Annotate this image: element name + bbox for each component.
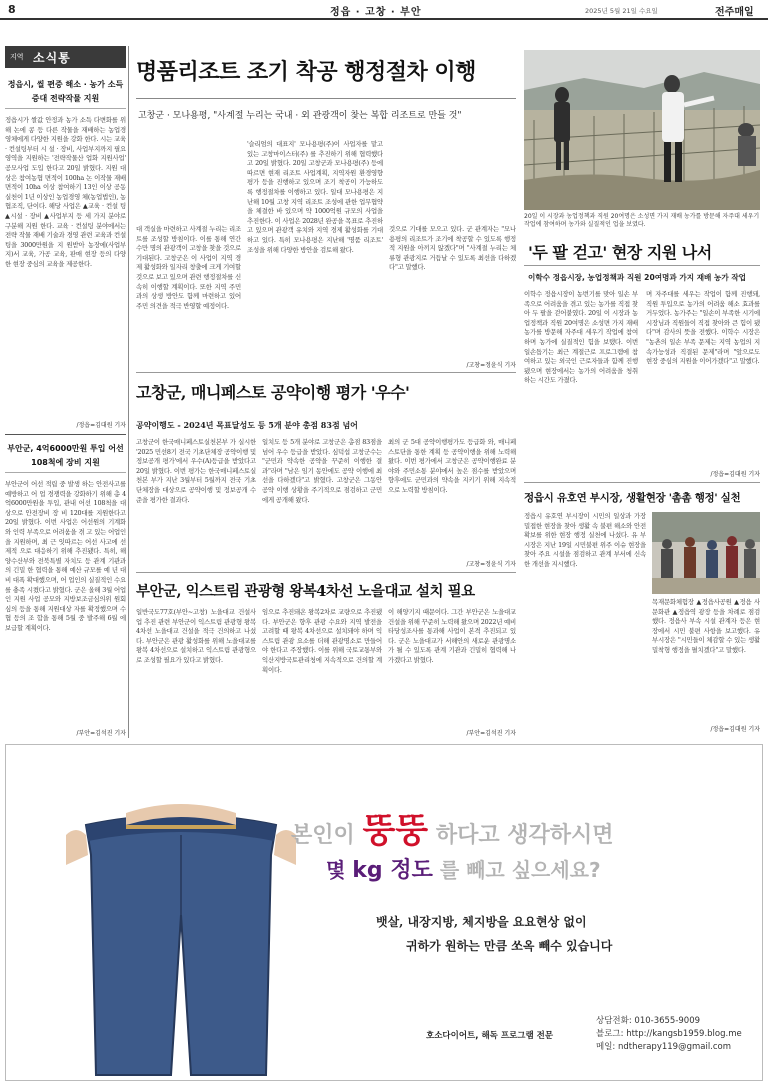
ad-contact [596,1015,761,1054]
ad-line-1 [291,803,761,852]
divider [5,434,126,435]
section-title: 정읍 · 고창 · 부안 [330,7,422,18]
brief-byline-2: /부안=김석진 기자 [76,730,126,737]
volunteers-photo [652,512,760,594]
right-story-col-2: 며 자주대를 세우는 작업이 함께 진행돼, 직원 투입으로 농가의 어려움 해소 효과를 거두었다. 농가주는 "일손이 부족한 시기에 시장님과 직원들이 직접 찾아와 큰 힘이 됐다"며 감사의 뜻을 전했다. 이학수 시장은 "농촌의 일손 부족 문제는 지역 농업의 지속가능성과 직결된 문제"라며 "앞으로도 현장 중심의 지원을 이어가겠다"고 말했다. [646,290,760,366]
lead-col-2: 대 객실을 마련하고 사계절 누리는 리조트를 조성할 방침이다. 이를 통해 연간 수만 명의 관광객이 고창을 찾을 것으로 기대된다. 고창군은 이 사업이 지역 경제 활성화와 일자리 창출에 크게 기여할 것으로 보고 있으며 관련 행정절차를 신속히 이행할 계획이다. 또한 지역 주민과의 상생 방안도 함께 마련하고 있어 주민 의견을 적극 반영할 예정이다. [136,225,241,310]
ad-line-3: 뱃살, 내장지방, 체지방을 요요현상 없이 [376,915,587,929]
lower-mid-headline: 고창군, 매니페스토 공약이행 평가 '우수' [136,383,410,402]
ad-blog: 블로그: http://kangsb1959.blog.me [596,1029,742,1039]
divider [136,372,516,373]
lower-right-headline: 정읍시 유호연 부시장, 생활현장 '촘촘 행정' 실천 [524,492,741,504]
brief-body-2: 부안군이 어선 적립 중 발생 하는 안전사고를 예방하고 어 업 경쟁력을 강화하기 위해 총 4억6000만원을 투입, 관내 어선 108척을 대상으로 안전장비 장 비 120대를 지원한다고 20일 밝혔다. 이번 사업은 어선원의 기계화 와 인력 부족으로 어려움을 겪 고 있는 어업인을 지원하며, 최 근 잇따르는 어선 사고에 선제적 으로 대응하기 위해 추진됐다. 특히, 해양수산부와 전북특별 자치도 등 관계 기관과의 긴밀 한 협력을 통해 예산 규모를 예 년 대비 대폭 확대했으며, 어 업인의 실질적인 수요를 충족 시켰다고 밝혔다. 군은 올해 3월 어업인 지원 사업 공모와 지방보조금심의위 원회 심의 등을 통해 지원대상 자를 확정했으며 수협 등의 조 합을 통해 5월 중 발주해 6월 에 보급할 계획이다. [5,480,126,632]
lead-headline: 명품리조트 조기 착공 행정절차 이행 [136,60,476,85]
volunteers-photo-image [652,512,760,594]
brief-tag: 지역 [10,53,24,61]
jeans-illustration [66,795,296,1081]
ad-line-2-a: 몇 [326,858,346,882]
divider [136,572,516,573]
lead-col-3: 것으로 기대를 모으고 있다. 군 관계자는 "모나용평의 리조트가 조기에 착공할 수 있도록 행정적 지원을 아끼지 않겠다"며 "사계절 누리는 체류형 관광지로 거듭날 수 있도록 최선을 다하겠다"고 말했다. [389,225,516,272]
brief-body-1: 정읍시가 쌀값 안정과 농가 소득 다변화를 위해 논에 콩 등 다른 작물을 재배하는 농업경 영체에게 다양한 지원을 강화 한다. 시는 교육 · 컨설팅부터 시 설 · 장비, 사업부지까지 필요 영역을 지원하는 '전략작물산 업화 지원사업' 공모사업 도입 한다고 20일 밝혔다. 지원 대상은 참여농협 면적이 100ha 논 이작물 재배면적이 10ha 이상 참여하기 13인 이상 공동 실천이 1년 이상인 농업경영 체(농업법인), 농협조직, 단이다. 해당 사업은 ▲교육 · 컨설 팅 ▲시설 · 장비 ▲사업부지 등 세 가지 분야로 구분해 지원 한다. 교육 · 컨설팅 분야에서는 전략 작물 재배 기술과 경영 관련 교육과 컨설팅을 3000만원을 지 원받아 농장에(사업부지)서 교육, 가공 교육, 판매 현장 등의 다양 한 현장 중심의 교육을 제공한다. [5,116,126,268]
lower-mid-byline: /고창=정윤식 기자 [466,561,516,568]
divider [5,108,126,109]
bottom-story-headline: 부안군, 익스트림 관광형 왕복4차선 노을대교 설치 필요 [136,583,475,600]
brief-name: 소식통 [33,51,71,65]
bottom-story-col-1: 일반국도77호(부안~고창) 노을대교 건설사업 추진 관련 부안군이 익스트림 관광형 왕복 4차선 노을대교 건설을 적극 건의하고 나섰다. 부안군은 관광 활성화를 위해 노을대교를 왕복 4차선으로 설치하고 익스트림 관광형으로 조성할 필요가 있다고 밝혔다. [136,608,256,664]
ad-line-2-c: 를 빼고 싶으세요? [439,858,601,882]
lower-right-col-1: 정읍시 유호연 부시장이 시민의 일상과 가장 밀접한 현장을 찾아 생활 속 불편 해소와 안전 확보를 위한 현장 행정 실천에 나섰다. 유 부시장은 지난 19일 시민불편 위주 이슈 현장을 찾아 주요 시설을 점검하고 관계 부서에 신속한 개선을 지시했다. [524,512,646,568]
lead-byline: /고창=정윤식 기자 [466,362,516,369]
lower-mid-col-1: 고창군이 한국매니페스토실천본부 가 실시한 '2025 민선8기 전국 기초단체장 공약이행 및 정보공개 평가'에서 우수(A)등급을 받았다고 20일 밝혔다. 이번 평가는 한국매니페스토실천본 부가 지난 3월부터 5월까지 전국 기초단체장을 대상으로 공약이행 및 정보공개 수준을 평가한 결과다. [136,438,256,504]
brief-headline-1: 정읍시, 씰 편중 해소 · 농가 소득 증대 전략작물 지원 [7,80,124,103]
paper-name: 전주매일 [715,7,754,18]
right-story-subtitle: 이학수 정읍시장, 농업정책과 직원 20여명과 가지 재배 농가 작업 [528,273,746,282]
photo-caption: 20일 이 시장과 농업정책과 직원 20여명은 소성면 가지 재배 농가를 방문해 자주대 세우기 작업에 참여하며 농가와 실질적인 업을 보였다. [524,213,760,229]
lead-col-1: '슬리엄의 대표지' 모나용평(주)이 사업자를 맡고 있는 고창마이스터(주) 를 추진하기 위해 협력했다고 20일 밝혔다. 20일 고창군과 모나용평(주) 등에 따르면 현재 리조트 사업계획, 지역자원 환경영향평가 등을 진행하고 있으며 조기 착공이 가능하도록 행정절차를 이행하고 있다. 일대 모나용평은 지난해 10월 고창 지역 리조트 조성에 관한 업무협약을 체결한 바 있으며 약 1000억원 규모의 사업을 추진한다. 이 사업은 2028년 완공을 목표로 추진하고 있으며 관광객 유치와 지역 경제 활성화를 기대하고 있다. 특히 모나용평은 지난해 '명품 리조트' 조성을 위해 다양한 방안을 검토해 왔다. [247,140,383,254]
column-divider [128,46,129,738]
brief-headline-2: 부안군, 4억6000만원 투입 어선 108척에 장비 지원 [7,444,124,467]
farm-photo-image [524,50,760,210]
bottom-story-byline: /부안=김석진 기자 [466,730,516,737]
divider [5,472,126,473]
divider [136,98,516,99]
right-story-byline: /정읍=김대원 기자 [710,471,760,478]
date-line: 2025년 5월 21일 수요일 [585,7,658,15]
right-story-col-1: 이학수 정읍시장이 농번기를 맞아 일손 부족으로 어려움을 겪고 있는 농가를 직접 찾아 두 팔을 걷어붙였다. 20일 이 시장과 농업정책과 직원 20여명은 소성면 가지 재배 농가를 방문해 자주대 세우기 작업에 참여하며 농가에 실질적인 힘을 보탰다. 이번 일손돕기는 최근 계절근로 프로그램에 참여하고 있는 외국인 근로자들과 함께 진행됐으며 현장에서는 농가의 어려움을 청취하는 시간도 가졌다. [524,290,638,385]
page-number: 8 [8,3,16,16]
divider [524,482,760,483]
divider [524,265,760,266]
diet-advertisement [5,744,763,1081]
ad-line-1-b: 뚱뚱 [362,811,429,851]
lower-right-col-2: 목재문화체험장 ▲정읍사공원 ▲정읍 사 문화관 ▲정읍역 광장 등을 차례로 점검했다. 정읍사 부속 시설 관계자 등은 현장에서 시민 불편 사항을 보고했다. 유 부시장은 "시민들이 체감할 수 있는 생활 밀착형 행정을 펼치겠다"고 말했다. [652,598,760,654]
ad-line-1-a: 본인이 [291,823,355,848]
bottom-story-col-2: 임으로 추진돼온 왕복2차로 교량으로 추진됐다. 부안군은 향후 관광 수요와 지역 발전을 고려할 때 왕복 4차선으로 설치돼야 하며 익스트림 관광 요소를 더해 관광명소로 만들어야 한다고 주장했다. 이를 위해 국토교통부와 익산지방국토관리청에 지속적으로 건의할 계획이다. [262,608,382,674]
ad-line-2 [326,853,763,884]
ad-phone: 상담전화: 010-3655-9009 [596,1016,701,1026]
lead-subtitle: 고창군 · 모나용평, "사계절 누리는 국내 · 외 관광객이 찾는 복합 리조트로 만들 것" [138,111,462,121]
ad-line-1-c: 하다고 생각하시면 [435,823,614,848]
ad-mail: 메일: ndtherapy119@gmail.com [596,1042,732,1052]
lower-mid-subtitle: 공약이행도 - 2024년 목표달성도 등 5개 분야 총점 83점 넘어 [136,420,358,430]
right-story-headline: '두 팔 걷고' 현장 지원 나서 [528,243,712,262]
news-brief-banner [5,46,126,68]
bottom-story-col-3: 이 해양기지 때문이다. 그간 부안군은 노을대교 건설을 위해 꾸준히 노력해 왔으며 2022년 예비타당성조사를 통과해 사업이 본격 추진되고 있다. 군은 노을대교가 서해안의 새로운 관광명소가 될 수 있도록 관계 기관과 긴밀히 협력해 나가겠다고 밝혔다. [388,608,516,664]
farm-photo [524,50,760,210]
lower-mid-col-2: 일치도 등 5개 분야로 고창군은 총점 83점을 넘어 우수 등급을 받았다. 심덕섭 고창군수는 "군민과 약속한 공약을 꾸준히 이행한 결과"라며 "남은 임기 동안에도 공약 이행에 최선을 다하겠다"고 밝혔다. 고창군은 그동안 공약 이행 상황을 주기적으로 점검하고 군민에게 공개해 왔다. [262,438,382,504]
lower-right-byline: /정읍=김대원 기자 [710,726,760,733]
ad-line-4: 귀하가 원하는 만큼 쏘옥 빼수 있습니다 [406,939,613,953]
brief-byline-1: /정읍=김대원 기자 [76,422,126,429]
lower-mid-col-3: 최의 군 5대 공약이행평가도 등급화 와, 매니페스토단을 통한 계획 등 공약이행을 위해 노력해 왔다. 이번 평가에서 고창군은 공약이행완료 분야와 주민소통 분야에서 높은 점수를 받았으며 향후에도 군민과의 약속을 지키기 위해 지속적으로 노력할 방침이다. [388,438,516,494]
ad-line-2-b: kg 정도 [352,858,433,883]
news-brief-column [5,46,126,738]
ad-program: 호소다이어트, 해독 프로그램 전문 [426,1031,554,1041]
